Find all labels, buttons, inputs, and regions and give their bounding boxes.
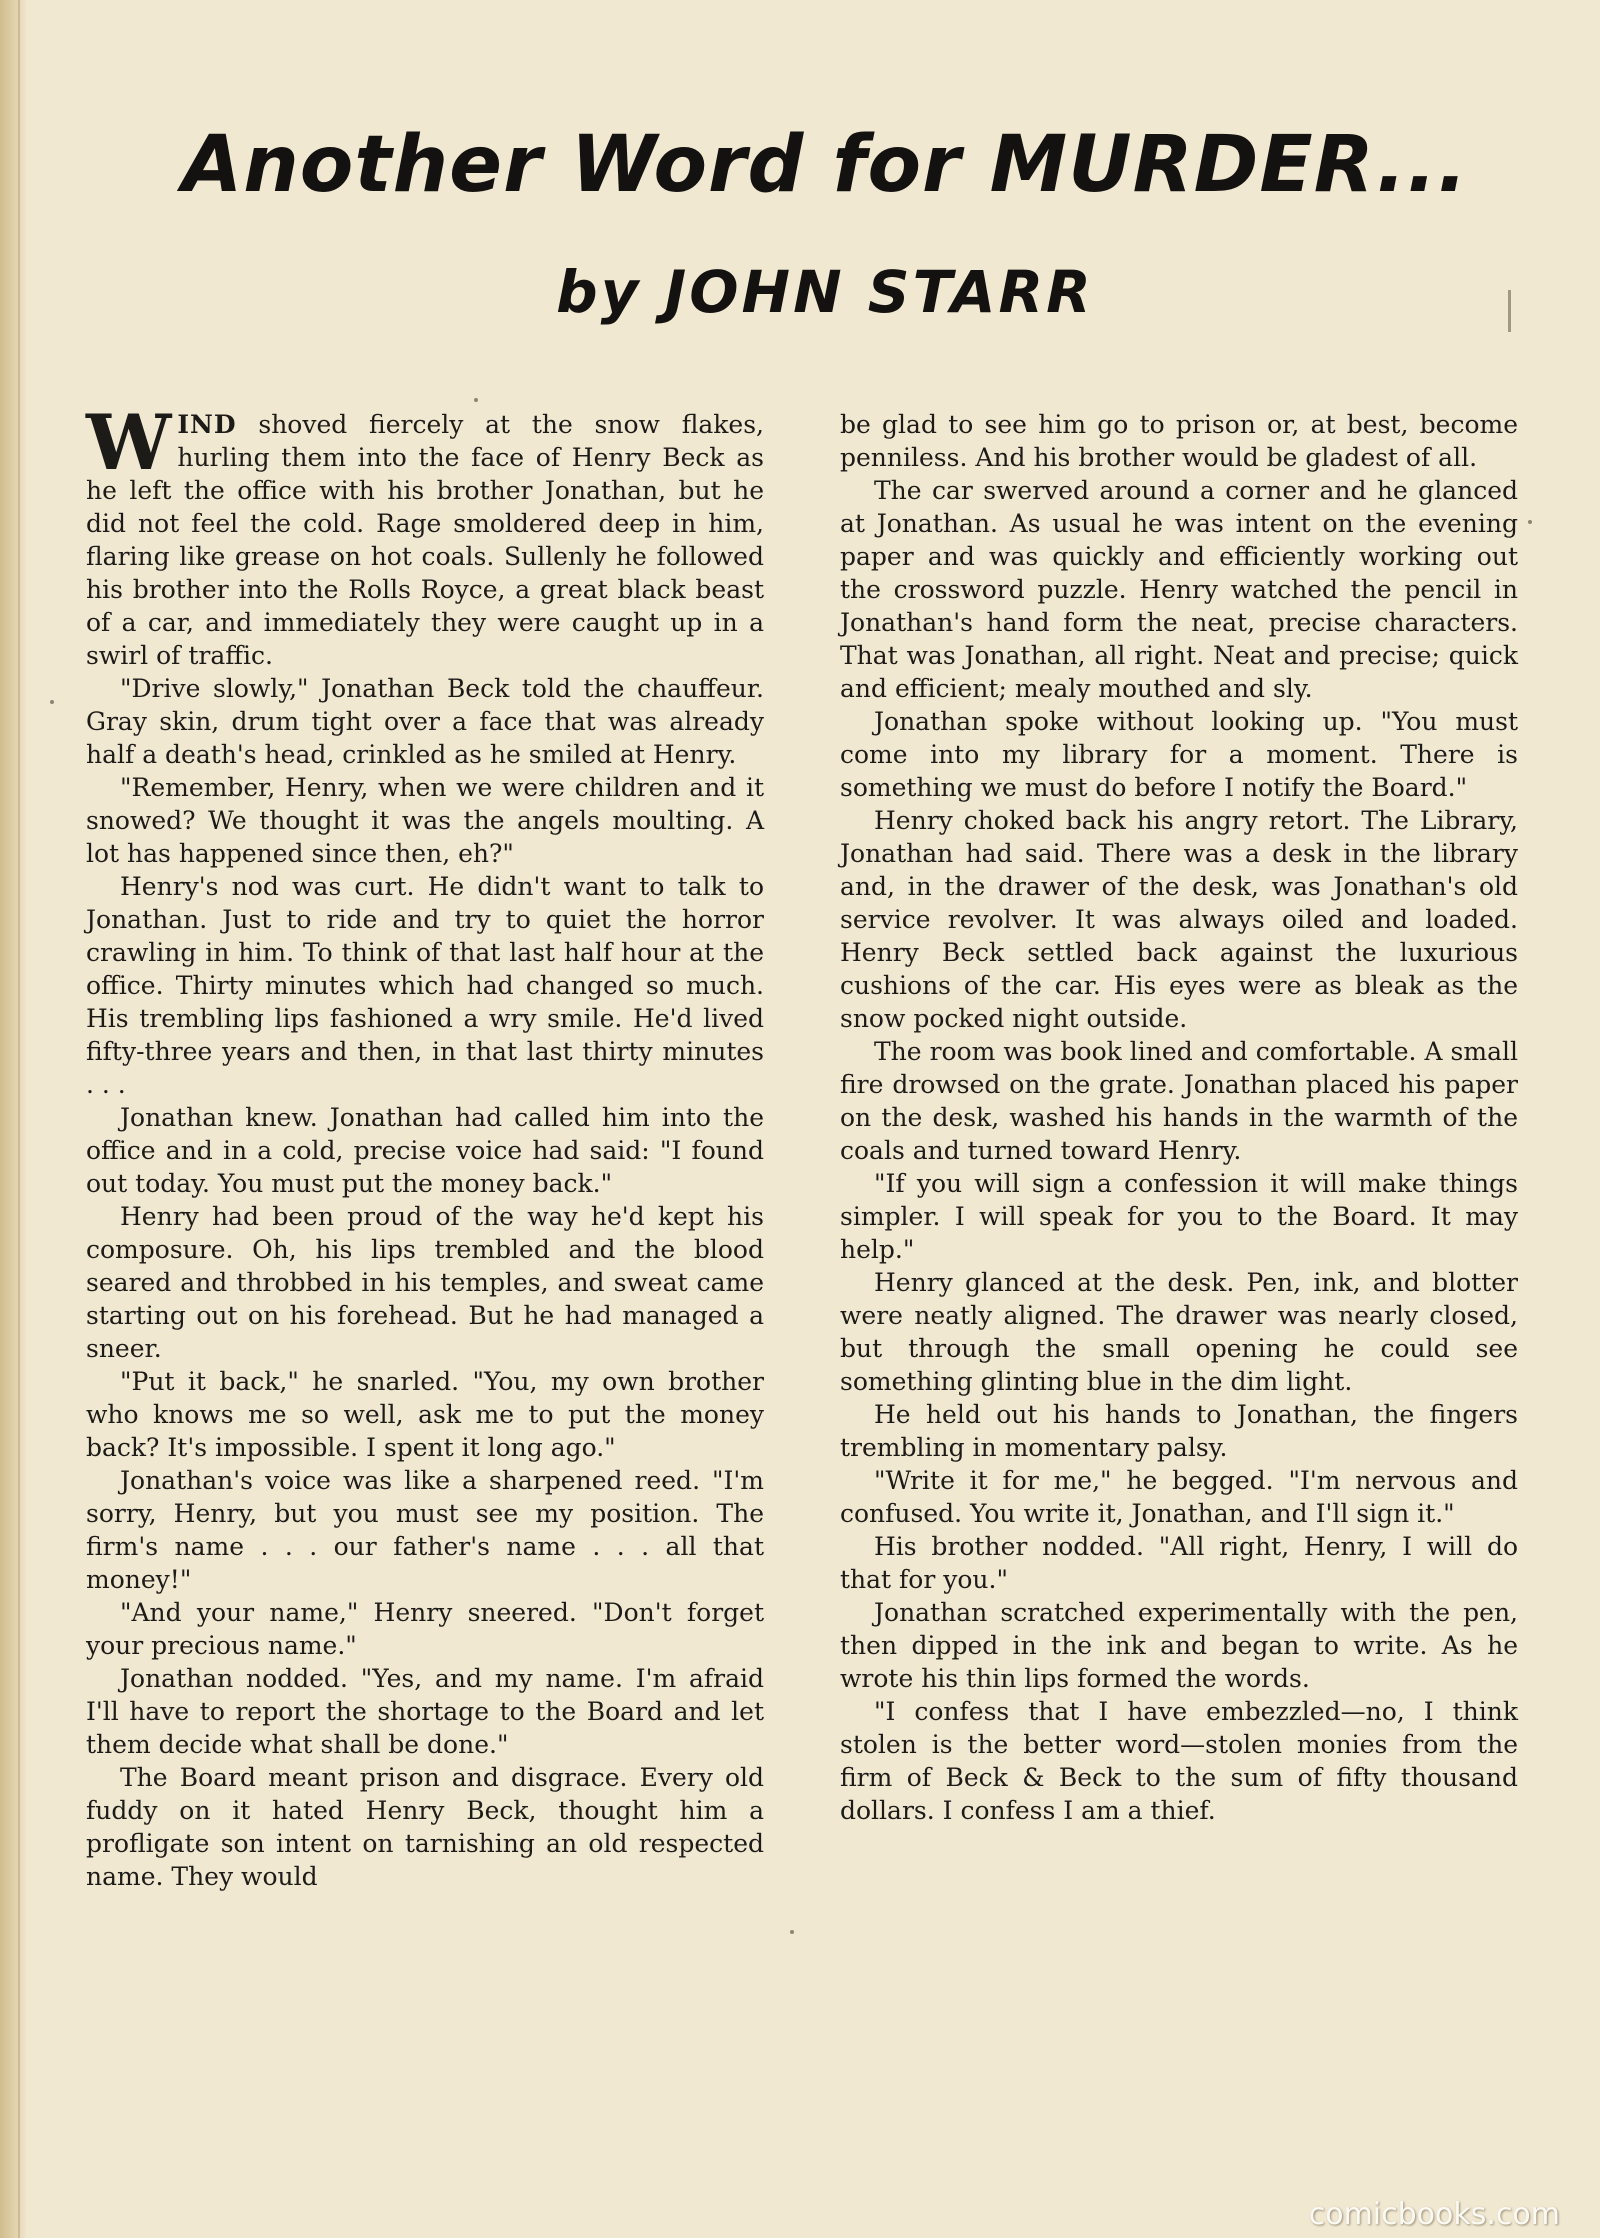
lead-caps: IND	[177, 410, 237, 439]
watermark: comicbooks.com	[1308, 2197, 1560, 2232]
paragraph: "If you will sign a confession it will make things simpler. I will speak for you to the Board. It may help."	[840, 1169, 1518, 1264]
paragraph: Jonathan spoke without looking up. "You must come into my library for a moment. There is something we must do before I notify the Board."	[840, 707, 1518, 802]
paragraph: "Write it for me," he begged. "I'm nervous and confused. You write it, Jonathan, and I'll sign it."	[840, 1466, 1518, 1528]
paragraph: be glad to see him go to prison or, at best, become penniless. And his brother would be gladest of all.	[840, 410, 1518, 472]
page-fold	[18, 0, 20, 2238]
right-column	[840, 408, 1518, 1827]
paragraph: "I confess that I have embezzled—no, I think stolen is the better word—stolen monies from the firm of Beck & Beck to the sum of fifty thousand dollars. I confess I am a thief.	[840, 1697, 1518, 1825]
paragraph: "And your name," Henry sneered. "Don't forget your precious name."	[86, 1598, 764, 1660]
paragraph: Henry's nod was curt. He didn't want to talk to Jonathan. Just to ride and try to quiet the horror crawling in him. To think of that last half hour at the office. Thirty minutes which had changed so much. His trembling lips fashioned a wry smile. He'd lived fifty-three years and then, in that last thirty minutes . . .	[86, 872, 764, 1099]
paragraph: Jonathan scratched experimentally with the pen, then dipped in the ink and began to write. As he wrote his thin lips formed the words.	[840, 1598, 1518, 1693]
left-column	[86, 398, 764, 1893]
paragraph: The Board meant prison and disgrace. Every old fuddy on it hated Henry Beck, thought him a profligate son intent on tarnishing an old respected name. They would	[86, 1763, 764, 1891]
paragraph: Henry choked back his angry retort. The Library, Jonathan had said. There was a desk in the library and, in the drawer of the desk, was Jonathan's old service revolver. It was always oiled and loaded. Henry Beck settled back against the luxurious cushions of the car. His eyes were as bleak as the snow pocked night outside.	[840, 806, 1518, 1033]
paragraph: Henry glanced at the desk. Pen, ink, and blotter were neatly aligned. The drawer was nearly closed, but through the small opening he could see something glinting blue in the dim light.	[840, 1268, 1518, 1396]
paragraph: He held out his hands to Jonathan, the fingers trembling in momentary palsy.	[840, 1400, 1518, 1462]
paragraph: "Put it back," he snarled. "You, my own brother who knows me so well, ask me to put the money back? It's impossible. I spent it long ago."	[86, 1367, 764, 1462]
drop-cap: W	[86, 398, 172, 487]
print-speck	[1528, 520, 1532, 524]
paragraph: Henry had been proud of the way he'd kept his composure. Oh, his lips trembled and the blood seared and throbbed in his temples, and sweat came starting out on his forehead. But he had managed a sneer.	[86, 1202, 764, 1363]
paragraph-text: shoved fiercely at the snow flakes, hurling them into the face of Henry Beck as he left the office with his brother Jonathan, but he did not feel the cold. Rage smoldered deep in him, flaring like grease on hot coals. Sullenly he followed his brother into the Rolls Royce, a great black beast of a car, and immediately they were caught up in a swirl of traffic.	[86, 410, 764, 670]
paragraph: Jonathan nodded. "Yes, and my name. I'm afraid I'll have to report the shortage to the Board and let them decide what shall be done."	[86, 1664, 764, 1759]
paragraph: The car swerved around a corner and he glanced at Jonathan. As usual he was intent on the evening paper and was quickly and efficiently working out the crossword puzzle. Henry watched the pencil in Jonathan's hand form the neat, precise characters. That was Jonathan, all right. Neat and precise; quick and efficient; mealy mouthed and sly.	[840, 476, 1518, 703]
paragraph	[86, 398, 764, 672]
paragraph: "Drive slowly," Jonathan Beck told the chauffeur. Gray skin, drum tight over a face that was already half a death's head, crinkled as he smiled at Henry.	[86, 674, 764, 769]
byline: by JOHN STARR	[556, 258, 1094, 326]
story-title: Another Word for MURDER...	[181, 120, 1469, 210]
page-edge	[0, 0, 26, 2238]
ink-mark	[1508, 290, 1511, 332]
paragraph: Jonathan knew. Jonathan had called him into the office and in a cold, precise voice had said: "I found out today. You must put the money back."	[86, 1103, 764, 1198]
print-speck	[50, 700, 54, 704]
paragraph: The room was book lined and comfortable. A small fire drowsed on the grate. Jonathan placed his paper on the desk, washed his hands in the warmth of the coals and turned toward Henry.	[840, 1037, 1518, 1165]
paragraph: Jonathan's voice was like a sharpened reed. "I'm sorry, Henry, but you must see my position. The firm's name . . . our father's name . . . all that money!"	[86, 1466, 764, 1594]
print-speck	[790, 1930, 794, 1934]
print-speck	[474, 398, 478, 402]
paragraph: "Remember, Henry, when we were children and it snowed? We thought it was the angels moulting. A lot has happened since then, eh?"	[86, 773, 764, 868]
paragraph: His brother nodded. "All right, Henry, I will do that for you."	[840, 1532, 1518, 1594]
